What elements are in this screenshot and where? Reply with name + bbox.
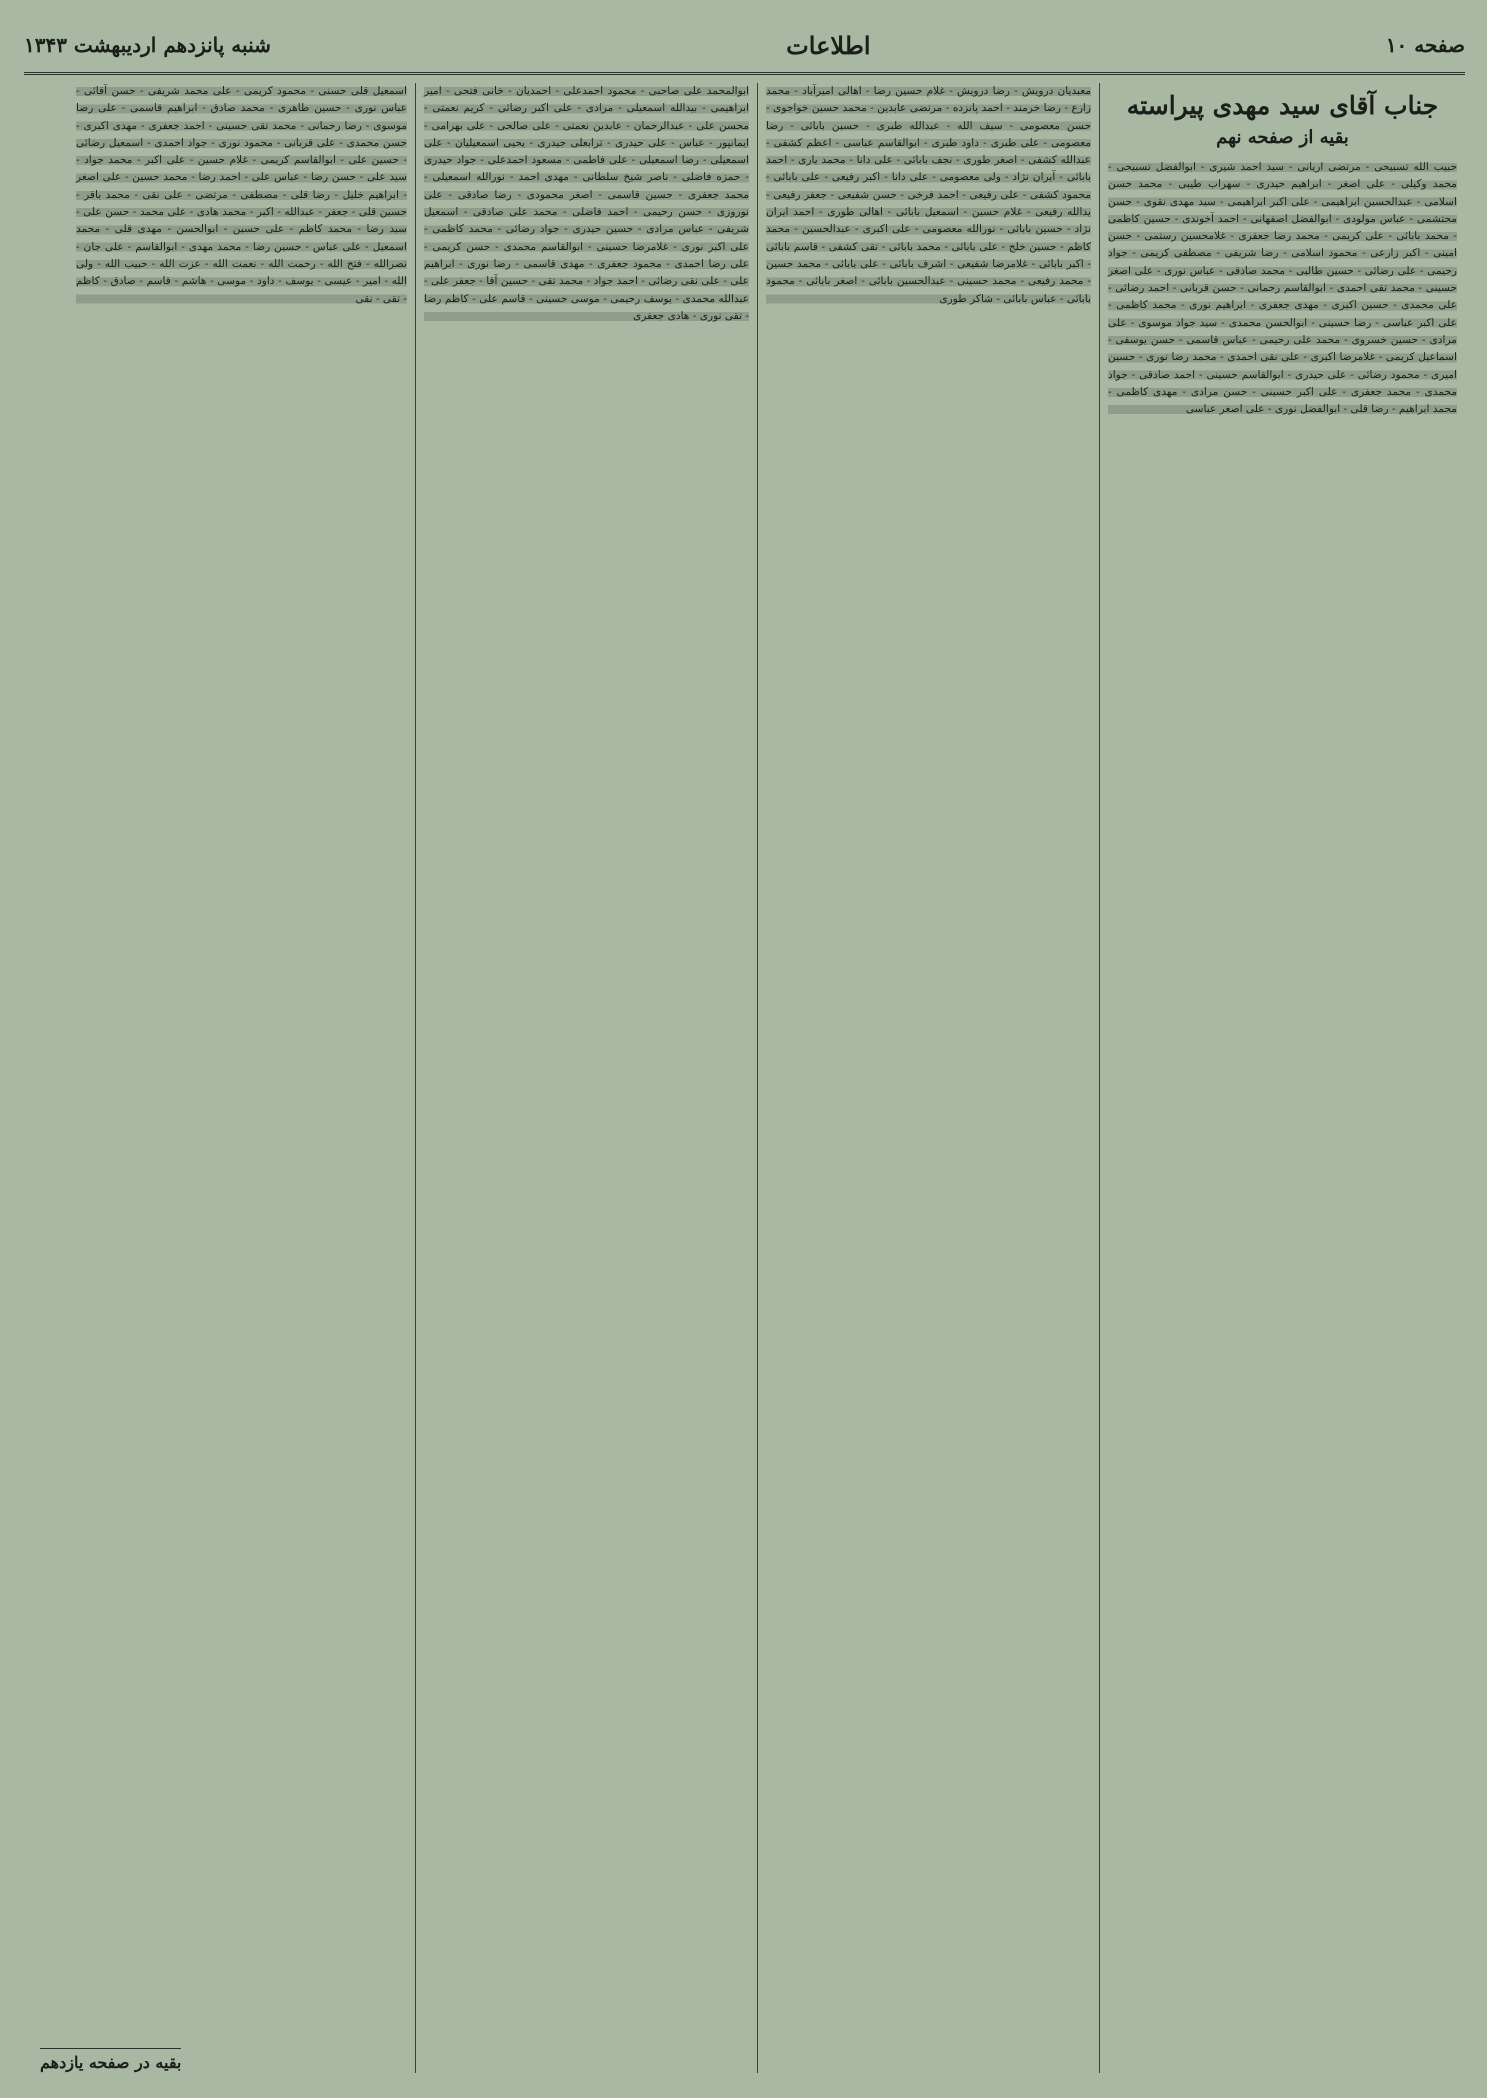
- column-1: [1099, 83, 1465, 2073]
- page-header: [24, 18, 1465, 75]
- text-columns: [24, 83, 1465, 2073]
- column-text: معبدیان درویش - رضا درویش - غلام حسین رضا - اهالی امیرآباد - محمد زارع - رضا خرمند - احمد پانزده - مرتضی عابدین - محمد حسین خواجوی - حسن معصومی - سیف الله - عبدالله طبری - حسین بابائی - رضا معصومی - علی طبری - داود طبری - ابوالقاسم عباسی - اعظم کشفی - عبدالله کشفی - اصغر طوری - نجف بابائی - علی دانا - محمد یاری - احمد بابائی - آیران نژاد - ولی معصومی - علی دانا - اکبر رفیعی - علی بابائی - محمود کشفی - علی رفیعی - احمد فرخی - حسن شفیعی - جعفر رفیعی - یدالله رفیعی - غلام حسین - اسمعیل بابائی - اهالی طوری - احمد ایران نژاد - حسین بابائی - نورالله معصومی - علی اکبری - عبدالحسین - محمد کاظم - حسین خلج - علی بابائی - محمد بابائی - تقی کشفی - قاسم بابائی - اکبر بابائی - غلامرضا شفیعی - اشرف بابائی - علی بابائی - محمد حسین - محمد رفیعی - محمد حسینی - عبدالحسین بابائی - اصغر بابائی - محمود بابائی - عباس بابائی - شاکر طوری: [766, 83, 1091, 308]
- column-2: [757, 83, 1099, 2073]
- column-text: اسمعیل قلی حسنی - محمود کریمی - علی محمد شریفی - حسن آقائی - عباس نوری - حسین طاهری - محمد صادق - ابراهیم قاسمی - علی رضا موسوی - رضا رحمانی - محمد تقی حسینی - احمد جعفری - مهدی اکبری - حسن محمدی - علی قربانی - محمود نوری - جواد احمدی - اسمعیل رضائی - حسین علی - ابوالقاسم کریمی - غلام حسین - علی اکبر - محمد جواد - سید علی - حسن رضا - عباس علی - احمد رضا - محمد حسین - علی اصغر - ابراهیم خلیل - رضا قلی - مصطفی - مرتضی - علی نقی - محمد باقر - حسین قلی - جعفر - عبدالله - اکبر - محمد هادی - علی محمد - حسن علی - سید رضا - محمد کاظم - علی حسین - ابوالحسن - مهدی قلی - محمد اسمعیل - علی عباس - حسین رضا - محمد مهدی - ابوالقاسم - علی جان - نصرالله - فتح الله - رحمت الله - نعمت الله - عزت الله - حبیب الله - ولی الله - امیر - عیسی - یوسف - داود - موسی - هاشم - قاسم - صادق - کاظم - تقی - نقی: [76, 83, 407, 308]
- column-3: [415, 83, 757, 2073]
- newspaper-name: اطلاعات: [786, 30, 871, 60]
- article-heading: [1108, 83, 1457, 153]
- column-4: [68, 83, 415, 2073]
- continued-note: بقیه در صفحه یازدهم: [40, 2048, 181, 2072]
- article-headline: جناب آقای سید مهدی پیراسته: [1126, 91, 1439, 120]
- column-text: ابوالمحمد علی صاحبی - محمود احمدعلی - احمدیان - خانی فتحی - امیر ابراهیمی - بیدالله اسمعیلی - مرادی - علی اکبر رضائی - کریم نعمتی - محسن علی - عبدالرحمان - عابدین نعمتی - علی صالحی - علی بهرامی - ایمانپور - عباس - علی حیدری - ترابعلی جیدری - یحیی اسمعیلیان - علی اسمعیلی - رضا اسمعیلی - علی فاطمی - مسعود احمدعلی - جواد حیدری - حمزه فاضلی - ناصر شیخ سلطانی - مهدی احمد - نورالله اسمعیلی - محمد جعفری - حسین قاسمی - اصغر محمودی - رضا صادقی - علی نوروزی - حسن رحیمی - احمد فاضلی - محمد علی صادقی - اسمعیل شریفی - عباس مرادی - حسین حیدری - جواد رضائی - محمد کاظمی - علی اکبر نوری - غلامرضا حسینی - ابوالقاسم محمدی - حسن کریمی - علی رضا احمدی - محمود جعفری - مهدی قاسمی - رضا نوری - ابراهیم علی - علی نقی رضائی - احمد جواد - محمد تقی - حسین آقا - جعفر علی - عبدالله محمدی - یوسف رحیمی - موسی حسینی - قاسم علی - کاظم رضا - تقی نوری - هادی جعفری: [424, 83, 749, 325]
- article-subhead: بقیه از صفحه نهم: [1216, 127, 1349, 148]
- issue-date: شنبه پانزدهم اردیبهشت ۱۳۴۳: [24, 33, 271, 57]
- page-number: صفحه ۱۰: [1385, 33, 1465, 57]
- column-text: حبیب الله تسبیحی - مرتضی اریانی - سید احمد شیری - ابوالفضل تسبیحی - محمد وکیلی - علی اصغر - ابراهیم حیدری - سهراب طیبی - محمد حسن اسلامی - عبدالحسین ابراهیمی - علی اکبر ابراهیمی - سید مهدی نقوی - حسن محتشمی - عباس مولودی - ابوالفضل اصفهانی - احمد آخوندی - حسین کاظمی - محمد بابائی - علی کریمی - محمد رضا جعفری - غلامحسین رستمی - حسن امینی - اکبر زارعی - محمود اسلامی - رضا شریفی - مصطفی کریمی - جواد رحیمی - علی رضائی - حسین طالبی - محمد صادقی - عباس نوری - علی اصغر حسینی - محمد تقی احمدی - ابوالقاسم رحمانی - حسن قربانی - احمد رضائی - علی محمدی - حسین اکبری - مهدی جعفری - ابراهیم نوری - محمد کاظمی - علی اکبر عباسی - رضا حسینی - ابوالحسن محمدی - سید جواد موسوی - علی مرادی - حسین خسروی - محمد علی رحیمی - عباس قاسمی - حسن یوسفی - اسماعیل کریمی - غلامرضا اکبری - علی نقی احمدی - محمد رضا نوری - حسین امیری - محمود رضائی - علی حیدری - ابوالقاسم حسینی - احمد صادقی - جواد محمدی - محمد جعفری - علی اکبر حسینی - حسن مرادی - مهدی کاظمی - محمد ابراهیم - رضا قلی - ابوالفضل نوری - علی اصغر عباسی: [1108, 159, 1457, 418]
